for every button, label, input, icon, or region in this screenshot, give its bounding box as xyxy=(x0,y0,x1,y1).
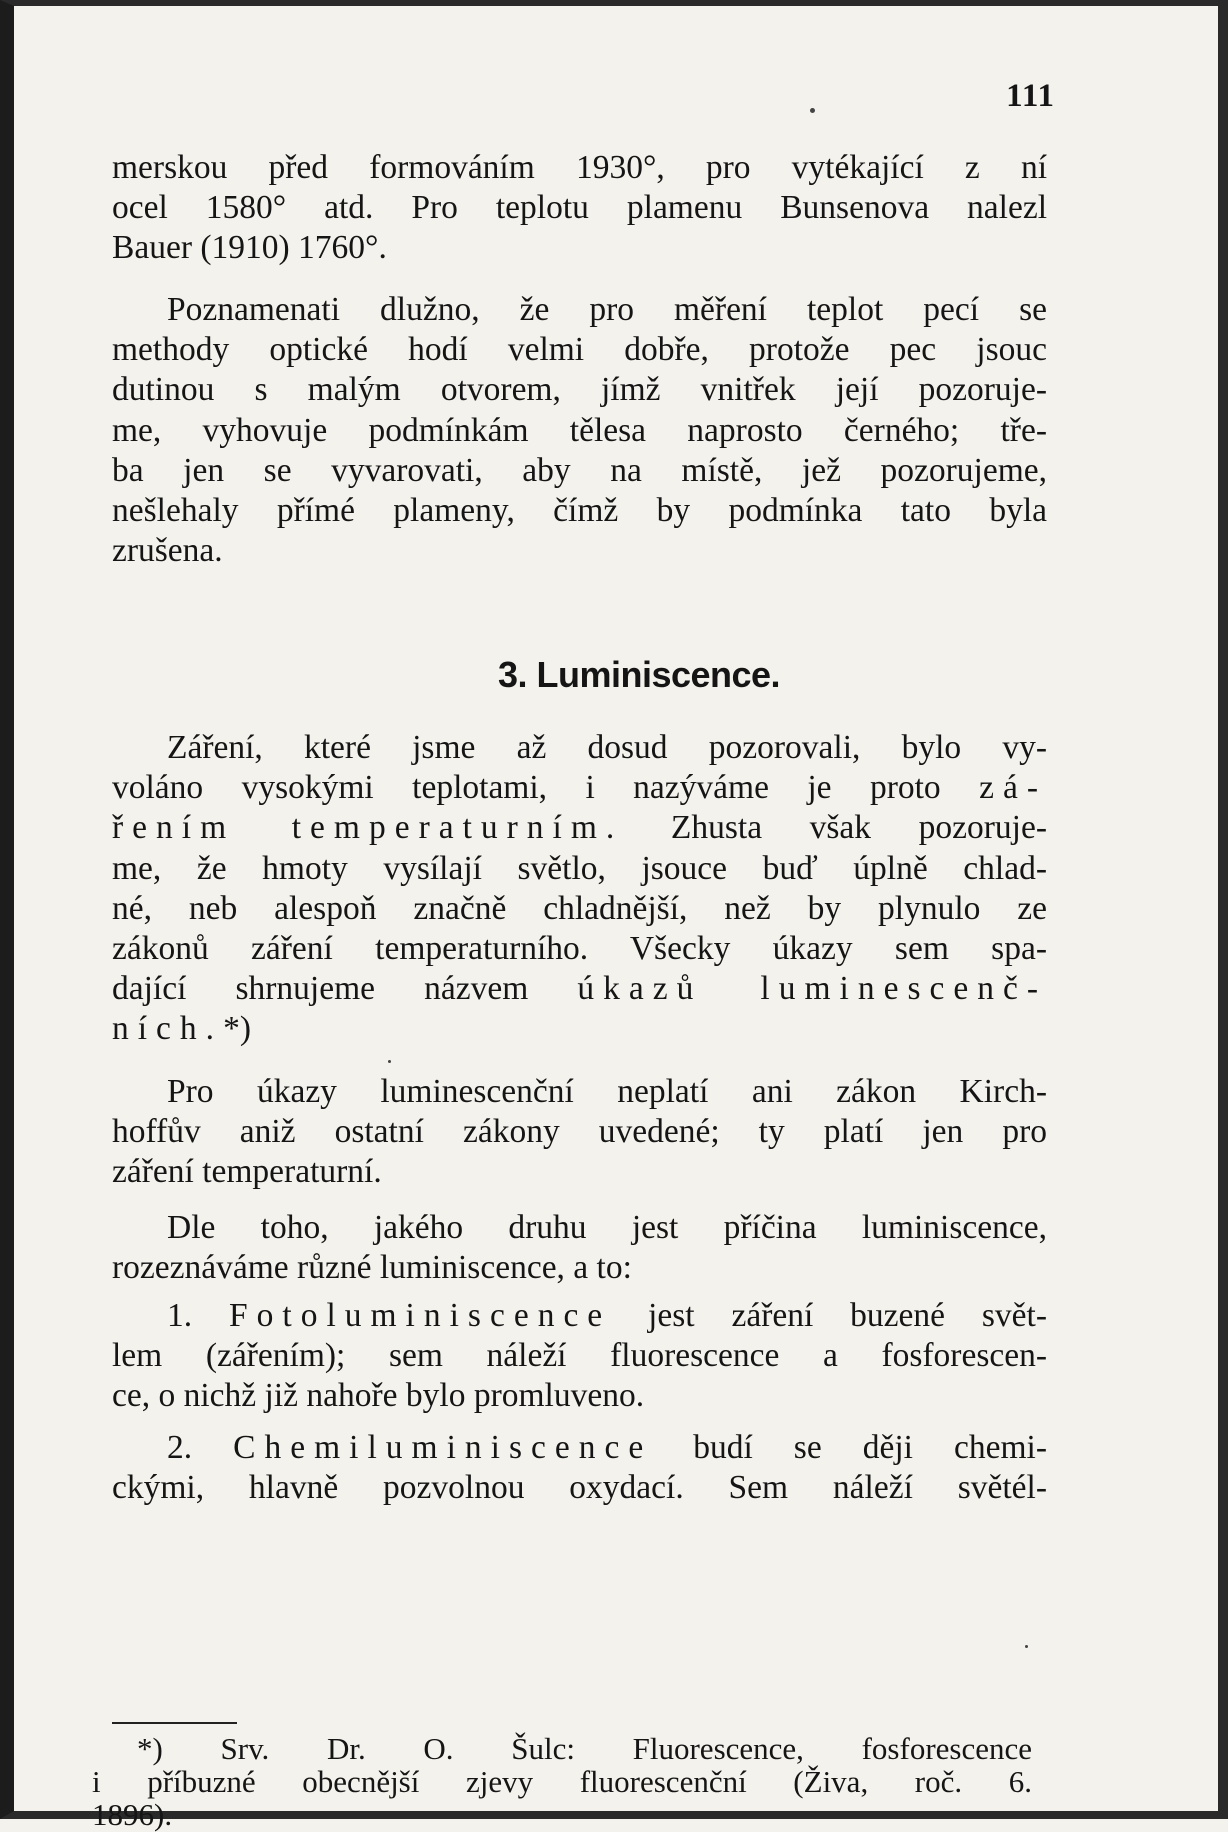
text-line: ckými, hlavně pozvolnou oxydací. Sem náleží světél- xyxy=(112,1469,1047,1507)
text-line: ba jen se vyvarovati, aby na místě, jež pozorujeme, xyxy=(112,451,1047,489)
text-line: Poznamenati dlužno, že pro měření teplot pecí se xyxy=(167,291,1047,328)
footnote-line: 1896). xyxy=(92,1797,173,1832)
text-line: me, vyhovuje podmínkám tělesa naprosto černého; tře- xyxy=(112,411,1047,449)
text-line xyxy=(112,808,1047,848)
footnote-marker: *) xyxy=(223,1010,251,1048)
scan-speck xyxy=(1025,1645,1028,1648)
page-number: 111 xyxy=(1006,78,1055,114)
spaced-term: ních. xyxy=(112,1010,224,1048)
text-fragment: Zhusta však pozoruje- xyxy=(623,809,1047,847)
scan-speck xyxy=(810,108,815,113)
text-line xyxy=(112,1009,1047,1049)
text-line: záření temperaturní. xyxy=(112,1153,382,1191)
text-line: né, neb alespoň značně chladnější, než by plynulo ze xyxy=(112,889,1047,927)
text-line xyxy=(112,768,1047,808)
text-line xyxy=(112,969,1047,1009)
paragraph-continuation xyxy=(112,148,1047,269)
text-line: zrušena. xyxy=(112,532,223,570)
text-line: me, že hmoty vysílají světlo, jsouce buď úplně chlad- xyxy=(112,849,1047,887)
item-number: 2. xyxy=(167,1429,234,1466)
scan-speck xyxy=(388,1060,391,1063)
text-line: Pro úkazy luminescenční neplatí ani zákon Kirch- xyxy=(167,1073,1047,1110)
spaced-term: Chemiluminiscence xyxy=(233,1429,653,1466)
footnote-line: *) Srv. Dr. O. Šulc: Fluorescence, fosforescence xyxy=(137,1731,1032,1766)
section-heading-text: 3. Luminiscence. xyxy=(497,654,781,695)
paragraph-furnace-temperature xyxy=(112,290,1047,571)
text-line: hoffův aniž ostatní zákony uvedené; ty platí jen pro xyxy=(112,1113,1047,1151)
section-heading xyxy=(0,654,1228,696)
text-line: nešlehaly přímé plameny, čímž by podmínka tato byla xyxy=(112,492,1047,530)
text-line: Bauer (1910) 1760°. xyxy=(112,229,387,267)
text-line: ocel 1580° atd. Pro teplotu plamenu Bunsenova nalezl xyxy=(112,189,1047,227)
footnote-divider xyxy=(112,1722,237,1724)
text-line: methody optické hodí velmi dobře, protože pec jsouc xyxy=(112,331,1047,369)
text-line: rozeznáváme různé luminiscence, a to: xyxy=(112,1249,632,1287)
spaced-term: zá- xyxy=(979,769,1047,807)
footnote-line: i příbuzné obecnější zjevy fluorescenční (Živa, roč. 6. xyxy=(92,1764,1032,1799)
paragraph-kirchhoff xyxy=(112,1072,1047,1193)
text-line xyxy=(112,1428,1047,1468)
text-fragment: jest záření buzené svět- xyxy=(611,1297,1047,1334)
text-line: dutinou s malým otvorem, jímž vnitřek její pozoruje- xyxy=(112,371,1047,409)
text-fragment: budí se ději chemi- xyxy=(652,1429,1047,1466)
spaced-term: úkazů luminescenč- xyxy=(577,970,1047,1008)
footnote xyxy=(92,1732,1032,1831)
text-fragment: voláno vysokými teplotami, i nazýváme je proto xyxy=(112,769,980,807)
text-line: ce, o nichž již nahoře bylo promluveno. xyxy=(112,1377,645,1415)
text-line xyxy=(112,1296,1047,1336)
spaced-term: Fotoluminiscence xyxy=(229,1297,612,1334)
text-line: Dle toho, jakého druhu jest příčina luminiscence, xyxy=(167,1209,1047,1246)
text-fragment: dající shrnujeme názvem xyxy=(112,970,578,1008)
text-line: Záření, které jsme až dosud pozorovali, bylo vy- xyxy=(167,729,1047,766)
spaced-term: řením temperaturním. xyxy=(112,809,624,847)
list-item-chemiluminiscence xyxy=(112,1428,1047,1508)
item-number: 1. xyxy=(167,1297,229,1334)
list-item-fotoluminiscence xyxy=(112,1296,1047,1417)
paragraph-types-intro xyxy=(112,1208,1047,1288)
text-line: lem (zářením); sem náleží fluorescence a fosforescen- xyxy=(112,1337,1047,1375)
paragraph-luminescence-definition xyxy=(112,728,1047,1050)
text-line: zákonů záření temperaturního. Všecky úkazy sem spa- xyxy=(112,930,1047,968)
text-line: merskou před formováním 1930°, pro vytékající z ní xyxy=(112,149,1047,186)
